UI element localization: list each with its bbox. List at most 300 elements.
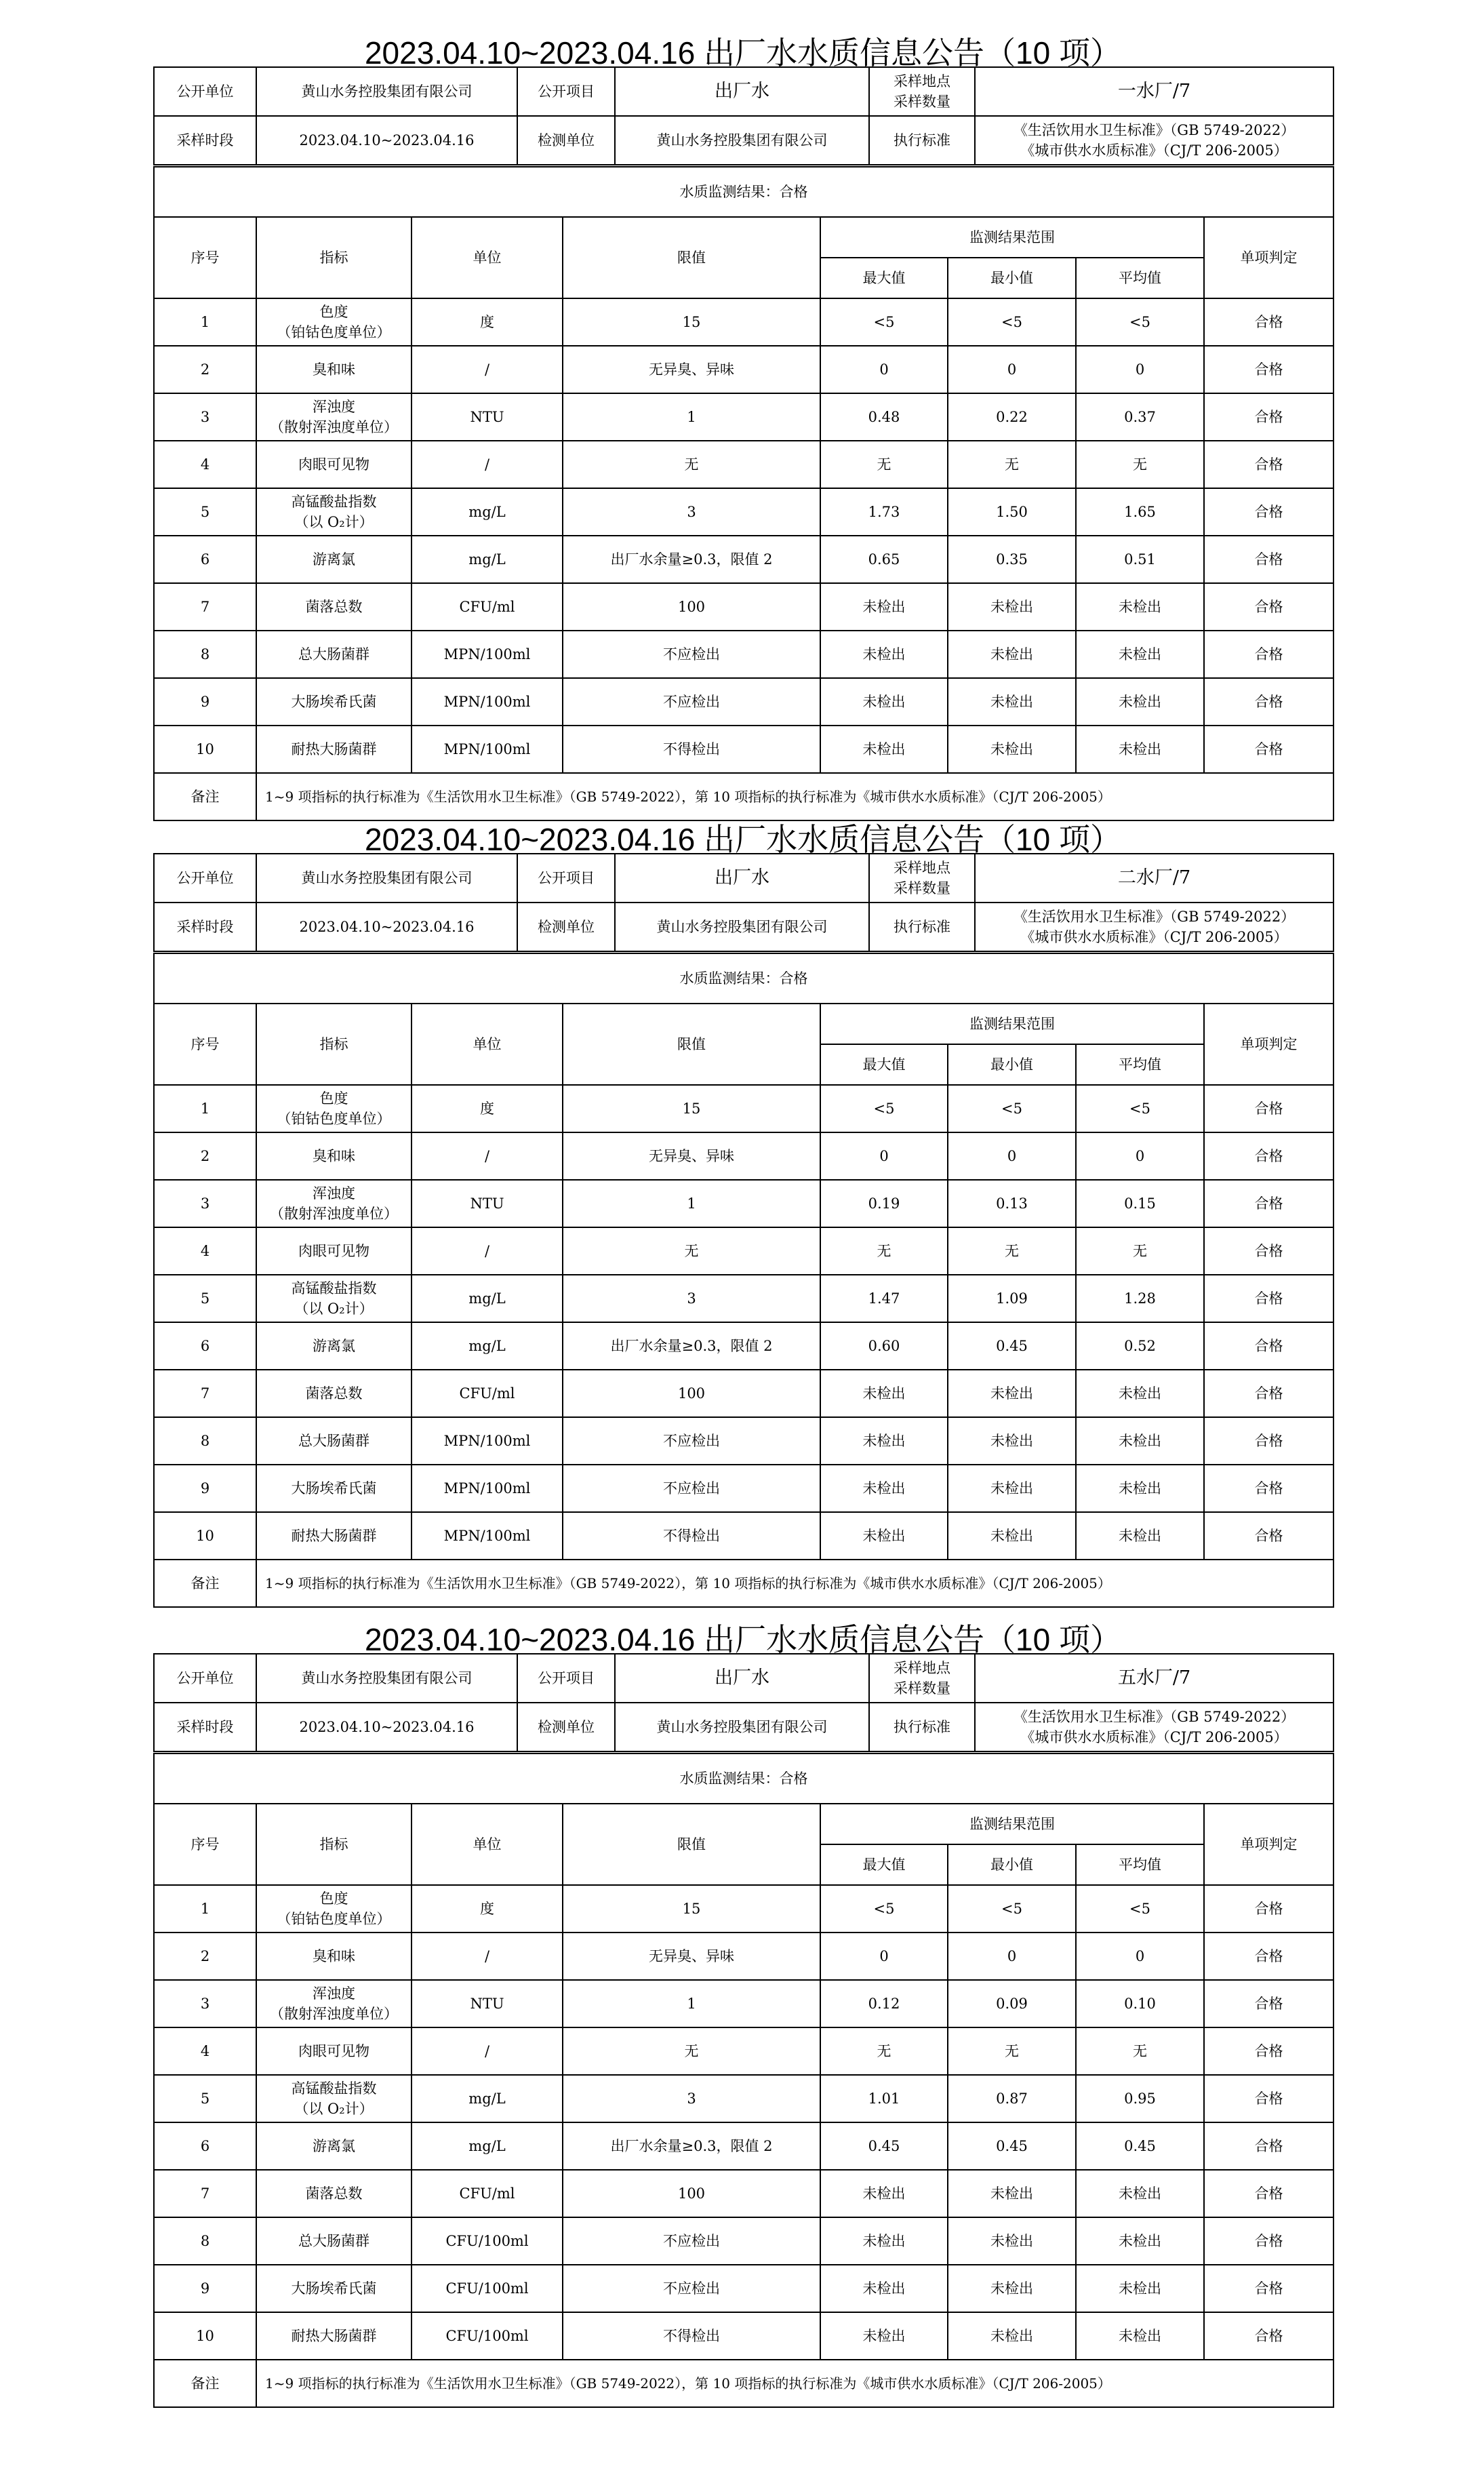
remark-text: 1~9 项指标的执行标准为《生活饮用水卫生标准》（GB 5749-2022），第 10 项指标的执行标准为《城市供水水质标准》（CJ/T 206-2005） xyxy=(256,1560,1333,1607)
row-limit: 不应检出 xyxy=(563,2217,820,2265)
row-indicator-name: 浑浊度 xyxy=(313,399,355,415)
table-row xyxy=(154,1417,1333,1465)
row-unit: MPN/100ml xyxy=(412,678,563,726)
row-indicator xyxy=(256,1465,412,1512)
standard-line-1: 《生活饮用水卫生标准》（GB 5749-2022） xyxy=(1013,1709,1296,1725)
row-verdict: 合格 xyxy=(1204,1933,1333,1980)
publisher-value: 黄山水务控股集团有限公司 xyxy=(256,1654,517,1703)
row-indicator-name: 肉眼可见物 xyxy=(298,1243,369,1259)
row-avg: 1.28 xyxy=(1076,1275,1204,1322)
col-header-max: 最大值 xyxy=(820,1844,948,1885)
row-min: 无 xyxy=(948,1227,1076,1275)
row-indicator-name: 总大肠菌群 xyxy=(298,2233,369,2249)
row-min: 未检出 xyxy=(948,2217,1076,2265)
col-header-avg: 平均值 xyxy=(1076,1044,1204,1085)
row-indicator-name: 浑浊度 xyxy=(313,1185,355,1202)
row-unit: CFU/100ml xyxy=(412,2265,563,2312)
remark-row xyxy=(154,2360,1333,2407)
info-row-1 xyxy=(154,67,1333,116)
report-title: 2023.04.10~2023.04.16 出厂水水质信息公告（10 项） xyxy=(364,35,1122,71)
row-indicator xyxy=(256,346,412,393)
row-limit: 出厂水余量≥0.3，限值 2 xyxy=(563,536,820,583)
row-min: 未检出 xyxy=(948,2265,1076,2312)
col-header-avg: 平均值 xyxy=(1076,258,1204,298)
table-row xyxy=(154,1465,1333,1512)
row-indicator xyxy=(256,2265,412,2312)
row-indicator-name: 臭和味 xyxy=(313,1148,355,1164)
row-avg: 未检出 xyxy=(1076,678,1204,726)
public-item-label: 公开项目 xyxy=(517,67,615,116)
row-min: <5 xyxy=(948,1885,1076,1933)
row-unit: MPN/100ml xyxy=(412,1417,563,1465)
row-no: 1 xyxy=(154,1885,256,1933)
row-no: 10 xyxy=(154,726,256,773)
row-indicator-sub: （以 O₂计） xyxy=(294,2101,374,2117)
remark-label: 备注 xyxy=(154,1560,256,1607)
standard-label: 执行标准 xyxy=(869,903,975,951)
row-limit: 1 xyxy=(563,393,820,441)
row-max: 未检出 xyxy=(820,2170,948,2217)
row-verdict: 合格 xyxy=(1204,2075,1333,2122)
publisher-label: 公开单位 xyxy=(154,67,256,116)
remark-label: 备注 xyxy=(154,773,256,820)
row-min: 无 xyxy=(948,441,1076,488)
row-no: 1 xyxy=(154,1085,256,1132)
row-no: 9 xyxy=(154,1465,256,1512)
sample-period-value: 2023.04.10~2023.04.16 xyxy=(256,903,517,951)
info-row-1 xyxy=(154,1654,1333,1703)
row-min: 未检出 xyxy=(948,2170,1076,2217)
row-indicator-sub: （散射浑浊度单位） xyxy=(270,1206,398,1222)
results-table xyxy=(153,953,1334,1608)
row-indicator xyxy=(256,2217,412,2265)
row-indicator xyxy=(256,1512,412,1560)
row-indicator-name: 耐热大肠菌群 xyxy=(291,741,377,757)
row-avg: 未检出 xyxy=(1076,1370,1204,1417)
overall-result-row xyxy=(154,1753,1333,1804)
col-header-unit: 单位 xyxy=(412,1804,563,1885)
info-row-2 xyxy=(154,903,1333,951)
row-avg: 未检出 xyxy=(1076,2170,1204,2217)
row-verdict: 合格 xyxy=(1204,441,1333,488)
row-max: 未检出 xyxy=(820,631,948,678)
table-row xyxy=(154,1980,1333,2027)
row-limit: 1 xyxy=(563,1980,820,2027)
testing-unit-label: 检测单位 xyxy=(517,903,615,951)
row-no: 8 xyxy=(154,1417,256,1465)
row-max: 未检出 xyxy=(820,2312,948,2360)
table-row xyxy=(154,631,1333,678)
row-verdict: 合格 xyxy=(1204,536,1333,583)
row-no: 4 xyxy=(154,2027,256,2075)
table-row xyxy=(154,536,1333,583)
row-avg: 未检出 xyxy=(1076,2312,1204,2360)
table-row xyxy=(154,298,1333,346)
row-min: 0.22 xyxy=(948,393,1076,441)
row-verdict: 合格 xyxy=(1204,393,1333,441)
row-unit: NTU xyxy=(412,1980,563,2027)
row-no: 4 xyxy=(154,441,256,488)
row-unit: 度 xyxy=(412,1085,563,1132)
row-indicator xyxy=(256,1980,412,2027)
row-indicator xyxy=(256,1132,412,1180)
row-max: 0.12 xyxy=(820,1980,948,2027)
row-no: 6 xyxy=(154,1322,256,1370)
overall-result-row xyxy=(154,953,1333,1004)
testing-unit-value: 黄山水务控股集团有限公司 xyxy=(615,1703,869,1751)
row-indicator xyxy=(256,441,412,488)
sample-location-label xyxy=(869,67,975,116)
row-max: 未检出 xyxy=(820,678,948,726)
row-verdict: 合格 xyxy=(1204,726,1333,773)
row-unit: / xyxy=(412,441,563,488)
row-indicator-name: 菌落总数 xyxy=(305,599,363,615)
table-row xyxy=(154,1370,1333,1417)
col-header-min: 最小值 xyxy=(948,1044,1076,1085)
overall-result: 水质监测结果：合格 xyxy=(154,167,1333,217)
row-verdict: 合格 xyxy=(1204,583,1333,631)
row-indicator-name: 大肠埃希氏菌 xyxy=(291,694,377,710)
row-limit: 1 xyxy=(563,1180,820,1227)
public-item-value: 出厂水 xyxy=(615,67,869,116)
table-row xyxy=(154,1227,1333,1275)
row-min: 未检出 xyxy=(948,2312,1076,2360)
row-min: 未检出 xyxy=(948,678,1076,726)
sample-period-label: 采样时段 xyxy=(154,1703,256,1751)
row-no: 1 xyxy=(154,298,256,346)
row-unit: CFU/100ml xyxy=(412,2312,563,2360)
row-unit: NTU xyxy=(412,1180,563,1227)
row-verdict: 合格 xyxy=(1204,346,1333,393)
sample-location-label-line2: 采样数量 xyxy=(894,94,950,110)
row-indicator-name: 菌落总数 xyxy=(305,1385,363,1402)
row-no: 2 xyxy=(154,346,256,393)
row-min: 1.09 xyxy=(948,1275,1076,1322)
row-min: 未检出 xyxy=(948,726,1076,773)
row-limit: 15 xyxy=(563,1885,820,1933)
row-unit: / xyxy=(412,1227,563,1275)
row-indicator xyxy=(256,2027,412,2075)
row-limit: 3 xyxy=(563,488,820,536)
row-min: 未检出 xyxy=(948,1370,1076,1417)
row-indicator xyxy=(256,1180,412,1227)
row-unit: mg/L xyxy=(412,1322,563,1370)
row-limit: 100 xyxy=(563,2170,820,2217)
row-avg: 0.37 xyxy=(1076,393,1204,441)
row-limit: 不应检出 xyxy=(563,1417,820,1465)
sample-period-label: 采样时段 xyxy=(154,116,256,165)
table-row xyxy=(154,1275,1333,1322)
row-min: 0 xyxy=(948,1933,1076,1980)
row-indicator-name: 游离氯 xyxy=(313,551,355,568)
col-header-min: 最小值 xyxy=(948,258,1076,298)
row-verdict: 合格 xyxy=(1204,678,1333,726)
row-unit: mg/L xyxy=(412,536,563,583)
row-avg: 0 xyxy=(1076,346,1204,393)
col-header-max: 最大值 xyxy=(820,1044,948,1085)
col-header-indicator: 指标 xyxy=(256,217,412,298)
row-min: 未检出 xyxy=(948,1417,1076,1465)
row-avg: 1.65 xyxy=(1076,488,1204,536)
row-max: 未检出 xyxy=(820,583,948,631)
table-row xyxy=(154,488,1333,536)
row-no: 4 xyxy=(154,1227,256,1275)
row-min: 0.87 xyxy=(948,2075,1076,2122)
row-limit: 不应检出 xyxy=(563,2265,820,2312)
row-min: 未检出 xyxy=(948,1512,1076,1560)
overall-result: 水质监测结果：合格 xyxy=(154,1753,1333,1804)
row-unit: 度 xyxy=(412,1885,563,1933)
public-item-label: 公开项目 xyxy=(517,1654,615,1703)
info-row-2 xyxy=(154,1703,1333,1751)
row-max: 0.48 xyxy=(820,393,948,441)
row-no: 7 xyxy=(154,2170,256,2217)
row-indicator-name: 菌落总数 xyxy=(305,2185,363,2202)
row-limit: 15 xyxy=(563,1085,820,1132)
row-limit: 无异臭、异味 xyxy=(563,1132,820,1180)
row-max: 未检出 xyxy=(820,1417,948,1465)
header-row-1 xyxy=(154,1804,1333,1844)
row-avg: 未检出 xyxy=(1076,1465,1204,1512)
row-unit: NTU xyxy=(412,393,563,441)
row-verdict: 合格 xyxy=(1204,298,1333,346)
col-header-min: 最小值 xyxy=(948,1844,1076,1885)
row-indicator-name: 高锰酸盐指数 xyxy=(291,494,377,510)
row-avg: 未检出 xyxy=(1076,2265,1204,2312)
table-row xyxy=(154,1132,1333,1180)
table-row xyxy=(154,678,1333,726)
row-no: 10 xyxy=(154,2312,256,2360)
row-max: 1.01 xyxy=(820,2075,948,2122)
row-unit: CFU/ml xyxy=(412,583,563,631)
row-verdict: 合格 xyxy=(1204,1885,1333,1933)
row-verdict: 合格 xyxy=(1204,1465,1333,1512)
row-verdict: 合格 xyxy=(1204,1980,1333,2027)
col-header-indicator: 指标 xyxy=(256,1804,412,1885)
row-indicator xyxy=(256,393,412,441)
standard-value xyxy=(975,116,1333,165)
row-indicator-name: 肉眼可见物 xyxy=(298,2043,369,2059)
row-indicator-sub: （散射浑浊度单位） xyxy=(270,419,398,435)
row-indicator-sub: （以 O₂计） xyxy=(294,514,374,530)
row-max: 0.65 xyxy=(820,536,948,583)
table-row xyxy=(154,2075,1333,2122)
header-row-1 xyxy=(154,217,1333,258)
row-no: 9 xyxy=(154,2265,256,2312)
row-limit: 3 xyxy=(563,2075,820,2122)
row-limit: 无 xyxy=(563,441,820,488)
col-header-range: 监测结果范围 xyxy=(820,217,1204,258)
row-avg: 0.51 xyxy=(1076,536,1204,583)
row-limit: 无 xyxy=(563,1227,820,1275)
row-min: 未检出 xyxy=(948,631,1076,678)
row-max: 未检出 xyxy=(820,1512,948,1560)
sample-period-label: 采样时段 xyxy=(154,903,256,951)
row-avg: 0.45 xyxy=(1076,2122,1204,2170)
row-avg: 0 xyxy=(1076,1933,1204,1980)
row-max: 0.60 xyxy=(820,1322,948,1370)
row-min: 0.13 xyxy=(948,1180,1076,1227)
sample-period-value: 2023.04.10~2023.04.16 xyxy=(256,1703,517,1751)
row-indicator-sub: （铂钴色度单位） xyxy=(277,324,391,340)
report-info-table xyxy=(153,853,1334,952)
row-no: 6 xyxy=(154,2122,256,2170)
table-row xyxy=(154,2170,1333,2217)
row-no: 2 xyxy=(154,1132,256,1180)
row-verdict: 合格 xyxy=(1204,1322,1333,1370)
sample-location-label-line1: 采样地点 xyxy=(894,73,950,90)
remark-row xyxy=(154,1560,1333,1607)
row-indicator-name: 耐热大肠菌群 xyxy=(291,2328,377,2344)
standard-value xyxy=(975,1703,1333,1751)
public-item-value: 出厂水 xyxy=(615,1654,869,1703)
row-indicator-name: 肉眼可见物 xyxy=(298,456,369,473)
row-limit: 无异臭、异味 xyxy=(563,1933,820,1980)
results-body xyxy=(154,1885,1333,2360)
row-verdict: 合格 xyxy=(1204,1275,1333,1322)
row-no: 3 xyxy=(154,1980,256,2027)
row-min: 0 xyxy=(948,346,1076,393)
row-indicator xyxy=(256,631,412,678)
row-indicator-name: 色度 xyxy=(319,1090,348,1107)
row-indicator xyxy=(256,1933,412,1980)
remark-text: 1~9 项指标的执行标准为《生活饮用水卫生标准》（GB 5749-2022），第 10 项指标的执行标准为《城市供水水质标准》（CJ/T 206-2005） xyxy=(256,773,1333,820)
table-row xyxy=(154,583,1333,631)
table-row xyxy=(154,441,1333,488)
row-no: 10 xyxy=(154,1512,256,1560)
row-limit: 不应检出 xyxy=(563,678,820,726)
row-indicator xyxy=(256,536,412,583)
row-verdict: 合格 xyxy=(1204,2170,1333,2217)
row-indicator-name: 大肠埃希氏菌 xyxy=(291,1480,377,1497)
row-indicator-name: 大肠埃希氏菌 xyxy=(291,2280,377,2297)
standard-label: 执行标准 xyxy=(869,1703,975,1751)
row-limit: 不应检出 xyxy=(563,631,820,678)
row-min: 0.45 xyxy=(948,1322,1076,1370)
row-max: <5 xyxy=(820,298,948,346)
row-indicator xyxy=(256,1417,412,1465)
row-indicator xyxy=(256,298,412,346)
table-row xyxy=(154,726,1333,773)
standard-line-2: 《城市供水水质标准》（CJ/T 206-2005） xyxy=(1020,929,1288,945)
row-no: 7 xyxy=(154,1370,256,1417)
sample-location-value: 五水厂/7 xyxy=(975,1654,1333,1703)
row-no: 2 xyxy=(154,1933,256,1980)
row-unit: / xyxy=(412,2027,563,2075)
row-verdict: 合格 xyxy=(1204,2122,1333,2170)
row-avg: 0.10 xyxy=(1076,1980,1204,2027)
table-row xyxy=(154,1885,1333,1933)
row-limit: 无 xyxy=(563,2027,820,2075)
row-indicator-sub: （铂钴色度单位） xyxy=(277,1911,391,1927)
table-row xyxy=(154,1085,1333,1132)
row-unit: mg/L xyxy=(412,2075,563,2122)
remark-row xyxy=(154,773,1333,820)
public-item-value: 出厂水 xyxy=(615,854,869,903)
table-row xyxy=(154,1933,1333,1980)
col-header-unit: 单位 xyxy=(412,217,563,298)
row-indicator xyxy=(256,1227,412,1275)
col-header-avg: 平均值 xyxy=(1076,1844,1204,1885)
row-indicator xyxy=(256,1322,412,1370)
row-avg: <5 xyxy=(1076,1885,1204,1933)
row-unit: MPN/100ml xyxy=(412,726,563,773)
standard-line-2: 《城市供水水质标准》（CJ/T 206-2005） xyxy=(1020,142,1288,159)
row-avg: 无 xyxy=(1076,441,1204,488)
info-row-2 xyxy=(154,116,1333,165)
results-body xyxy=(154,298,1333,773)
row-indicator xyxy=(256,488,412,536)
standard-label: 执行标准 xyxy=(869,116,975,165)
sample-location-value: 一水厂/7 xyxy=(975,67,1333,116)
row-avg: 未检出 xyxy=(1076,2217,1204,2265)
row-no: 3 xyxy=(154,393,256,441)
table-row xyxy=(154,346,1333,393)
row-limit: 出厂水余量≥0.3，限值 2 xyxy=(563,2122,820,2170)
row-limit: 出厂水余量≥0.3，限值 2 xyxy=(563,1322,820,1370)
row-verdict: 合格 xyxy=(1204,1512,1333,1560)
header-row-1 xyxy=(154,1004,1333,1044)
row-verdict: 合格 xyxy=(1204,1227,1333,1275)
row-verdict: 合格 xyxy=(1204,1417,1333,1465)
remark-text: 1~9 项指标的执行标准为《生活饮用水卫生标准》（GB 5749-2022），第 10 项指标的执行标准为《城市供水水质标准》（CJ/T 206-2005） xyxy=(256,2360,1333,2407)
results-body xyxy=(154,1085,1333,1560)
row-limit: 不得检出 xyxy=(563,2312,820,2360)
row-indicator xyxy=(256,1085,412,1132)
remark-label: 备注 xyxy=(154,2360,256,2407)
row-avg: 无 xyxy=(1076,1227,1204,1275)
row-max: 未检出 xyxy=(820,2265,948,2312)
row-avg: 0.95 xyxy=(1076,2075,1204,2122)
overall-result: 水质监测结果：合格 xyxy=(154,953,1333,1004)
row-indicator xyxy=(256,2122,412,2170)
row-indicator-name: 总大肠菌群 xyxy=(298,1433,369,1449)
row-unit: 度 xyxy=(412,298,563,346)
table-row xyxy=(154,2312,1333,2360)
report-info-table xyxy=(153,1653,1334,1752)
row-avg: 0.52 xyxy=(1076,1322,1204,1370)
row-indicator xyxy=(256,2312,412,2360)
col-header-range: 监测结果范围 xyxy=(820,1804,1204,1844)
report-title: 2023.04.10~2023.04.16 出厂水水质信息公告（10 项） xyxy=(364,1622,1122,1657)
row-limit: 不得检出 xyxy=(563,1512,820,1560)
row-indicator xyxy=(256,583,412,631)
row-max: 0 xyxy=(820,1132,948,1180)
row-unit: / xyxy=(412,1132,563,1180)
row-unit: MPN/100ml xyxy=(412,1465,563,1512)
row-max: 未检出 xyxy=(820,726,948,773)
row-min: <5 xyxy=(948,298,1076,346)
public-item-label: 公开项目 xyxy=(517,854,615,903)
row-max: 无 xyxy=(820,2027,948,2075)
row-no: 9 xyxy=(154,678,256,726)
row-avg: 未检出 xyxy=(1076,1512,1204,1560)
sample-location-label xyxy=(869,1654,975,1703)
row-max: 无 xyxy=(820,1227,948,1275)
row-verdict: 合格 xyxy=(1204,488,1333,536)
row-indicator-name: 臭和味 xyxy=(313,361,355,378)
col-header-verdict: 单项判定 xyxy=(1204,217,1333,298)
row-max: 1.47 xyxy=(820,1275,948,1322)
row-verdict: 合格 xyxy=(1204,2265,1333,2312)
row-unit: / xyxy=(412,346,563,393)
standard-value xyxy=(975,903,1333,951)
row-indicator-sub: （散射浑浊度单位） xyxy=(270,2006,398,2022)
row-limit: 3 xyxy=(563,1275,820,1322)
row-limit: 不得检出 xyxy=(563,726,820,773)
row-min: 未检出 xyxy=(948,1465,1076,1512)
row-min: 0.09 xyxy=(948,1980,1076,2027)
